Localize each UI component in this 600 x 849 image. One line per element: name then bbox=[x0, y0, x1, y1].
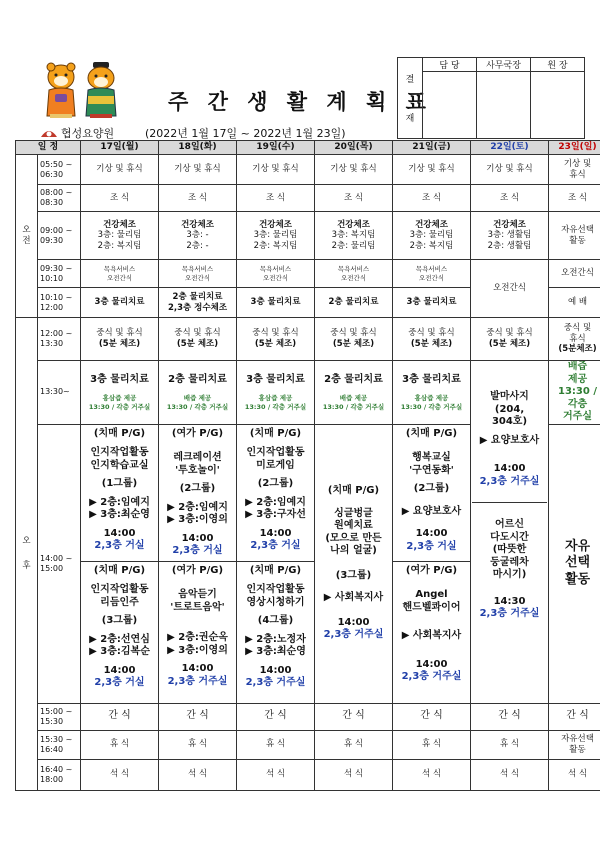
program-tue-1: (여가 P/G) 레크레이션 '투호놀이' (2그룹) ▶ 2층:임예지 ▶ 3층:이영의 14:00 2,3층 거실 bbox=[159, 425, 236, 562]
cell-rest: 휴 식 bbox=[237, 730, 315, 759]
cell-breakfast: 조 식 bbox=[549, 185, 600, 212]
cell-worship: 예 배 bbox=[549, 288, 600, 318]
cell-wake: 기상 및 휴식 bbox=[159, 155, 237, 185]
approval-sign-director[interactable] bbox=[477, 72, 531, 139]
cell-snack: 간 식 bbox=[237, 703, 315, 730]
page-title: 주 간 생 활 계 획 표 bbox=[168, 90, 432, 114]
cell-snack: 간 식 bbox=[159, 703, 237, 730]
cell-rest: 휴 식 bbox=[393, 730, 471, 759]
cell-wake: 기상 및 휴식 bbox=[471, 155, 549, 185]
cell-lunch: 중식 및 휴식 (5분 체조) bbox=[159, 318, 237, 361]
cell-bath: 목욕서비스 오전간식 bbox=[315, 260, 393, 288]
time-cell: 16:40 ~ 18:00 bbox=[38, 759, 81, 790]
cell-pm-physio: 3층 물리치료 홍삼즙 제공 13:30 / 각층 거주실 bbox=[237, 361, 315, 425]
program-fri-1: (치매 P/G) 행복교실 '구연동화' (2그룹) ▶ 요양보호사 14:00 2,3층 거실 bbox=[393, 425, 470, 562]
cell-breakfast: 조 식 bbox=[315, 185, 393, 212]
cell-breakfast: 조 식 bbox=[393, 185, 471, 212]
cell-steam-sun: 배즙 제공 13:30 / 각층 거주실 bbox=[549, 361, 600, 425]
time-cell: 14:00 ~ 15:00 bbox=[38, 424, 81, 703]
cell-lunch-sun: 중식 및 휴식 (5분체조) bbox=[549, 318, 600, 361]
header-day-wed: 19일(수) bbox=[237, 141, 315, 155]
cell-physio: 3층 물리치료 bbox=[237, 288, 315, 318]
time-cell: 15:00 ~ 15:30 bbox=[38, 703, 81, 730]
schedule-table bbox=[15, 140, 600, 791]
cell-bath: 목욕서비스 오전간식 bbox=[237, 260, 315, 288]
cell-dinner: 석 식 bbox=[159, 759, 237, 790]
cell-physio: 3층 물리치료 bbox=[81, 288, 159, 318]
organization-name: 협성요양원 bbox=[61, 127, 115, 140]
program-line: (따뜻한 bbox=[492, 544, 527, 555]
approval-sign-staff[interactable] bbox=[423, 72, 477, 139]
cell-exercise: 건강체조 3층: 물리팀 2층: 복지팀 bbox=[393, 212, 471, 260]
cell-bath: 목욕서비스 오전간식 bbox=[393, 260, 471, 288]
cell-lunch: 중식 및 휴식 (5분 체조) bbox=[81, 318, 159, 361]
organization bbox=[40, 125, 114, 141]
time-cell: 05:50 ~ 06:30 bbox=[38, 155, 81, 185]
cell-snack: 간 식 bbox=[81, 703, 159, 730]
cell-fri-program bbox=[393, 424, 471, 703]
program-line: 14:30 bbox=[493, 595, 526, 607]
cell-sun-program: 자유 선택 활동 bbox=[549, 424, 600, 703]
cell-dinner: 석 식 bbox=[471, 759, 549, 790]
cell-exercise: 건강체조 3층: 물리팀 2층: 복지팀 bbox=[237, 212, 315, 260]
cell-bath: 목욕서비스 오전간식 bbox=[81, 260, 159, 288]
cell-breakfast: 조 식 bbox=[471, 185, 549, 212]
time-cell: 13:30~ bbox=[38, 361, 81, 425]
cell-pm-physio: 3층 물리치료 홍삼즙 제공 13:30 / 각층 거주실 bbox=[393, 361, 471, 425]
cell-wake: 기상 및 휴식 bbox=[81, 155, 159, 185]
cell-pm-physio: 2층 물리치료 배즙 제공 13:30 / 각층 거주실 bbox=[159, 361, 237, 425]
cell-mon-program bbox=[81, 424, 159, 703]
cell-lunch: 중식 및 휴식 (5분 체조) bbox=[237, 318, 315, 361]
time-cell: 10:10 ~ 12:00 bbox=[38, 288, 81, 318]
approval-box bbox=[397, 57, 585, 139]
cell-lunch: 중식 및 휴식 (5분 체조) bbox=[471, 318, 549, 361]
time-cell: 08:00 ~ 08:30 bbox=[38, 185, 81, 212]
program-wed-1: (치매 P/G) 인지작업활동 미로게임 (2그룹) ▶ 2층:임예지 ▶ 3층:구자선 14:00 2,3층 거실 bbox=[237, 425, 314, 562]
cell-breakfast: 조 식 bbox=[237, 185, 315, 212]
program-line: 2,3층 거주실 bbox=[479, 608, 540, 619]
cell-sat-program-1: 발마사지 (204, 304호) ▶ 요양보호사 14:00 2,3층 거주실 어르신 다도시간 (따뜻한 둥굴레차 마시기) 14:30 2,3층 거주실 bbox=[471, 361, 549, 704]
cell-tue-program bbox=[159, 424, 237, 703]
cell-snack: 간 식 bbox=[315, 703, 393, 730]
cell-exercise: 건강체조 3층: 복지팀 2층: 물리팀 bbox=[315, 212, 393, 260]
cell-dinner: 석 식 bbox=[81, 759, 159, 790]
program-line: 어르신 bbox=[495, 519, 524, 530]
program-mon-2: (치매 P/G) 인지작업활동 리듬인주 (3그룹) ▶ 2층:선연심 ▶ 3층:김복순 14:00 2,3층 거실 bbox=[89, 564, 150, 688]
section-pm: 오 후 bbox=[16, 318, 38, 791]
schedule-period: (2022년 1월 17일 ~ 2022년 1월 23일) bbox=[145, 127, 346, 140]
cell-wake: 기상 및 휴식 bbox=[393, 155, 471, 185]
approval-col-director: 사무국장 bbox=[477, 58, 531, 72]
time-cell: 12:00 ~ 13:30 bbox=[38, 318, 81, 361]
time-cell: 09:00 ~ 09:30 bbox=[38, 212, 81, 260]
cell-snack: 간 식 bbox=[393, 703, 471, 730]
program-mon-1: (치매 P/G) 인지작업활동 인지학습교실 (1그룹) ▶ 2층:임예지 ▶ 3층:최순영 14:00 2,3층 거실 bbox=[81, 425, 158, 562]
program-fri-2: (여가 P/G) Angel 핸드벨콰이어 ▶ 사회복지사 14:00 2,3층 거주실 bbox=[401, 564, 462, 682]
header-day-tue: 18일(화) bbox=[159, 141, 237, 155]
cell-dinner: 석 식 bbox=[315, 759, 393, 790]
header-day-thu: 20일(목) bbox=[315, 141, 393, 155]
cell-exercise: 건강체조 3층: 생활팀 2층: 생활팀 bbox=[471, 212, 549, 260]
header-day-sun: 23일(일) bbox=[549, 141, 600, 155]
tiger-mascot-icon bbox=[44, 62, 78, 120]
cell-dinner: 석 식 bbox=[549, 759, 600, 790]
approval-label: 결 재 bbox=[398, 58, 423, 139]
section-am: 오 전 bbox=[16, 155, 38, 318]
cell-breakfast: 조 식 bbox=[81, 185, 159, 212]
cell-pm-physio: 3층 물리치료 홍삼즙 제공 13:30 / 각층 거주실 bbox=[81, 361, 159, 425]
cell-free-activity-pm: 자유선택 활동 bbox=[549, 730, 600, 759]
cell-lunch: 중식 및 휴식 (5분 체조) bbox=[393, 318, 471, 361]
time-cell: 09:30 ~ 10:10 bbox=[38, 260, 81, 288]
cell-exercise: 건강체조 3층: 물리팀 2층: 복지팀 bbox=[81, 212, 159, 260]
cell-wake-sun: 기상 및 휴식 bbox=[549, 155, 600, 185]
cell-wake: 기상 및 휴식 bbox=[315, 155, 393, 185]
header-schedule: 일 정 bbox=[16, 141, 81, 155]
cell-dinner: 석 식 bbox=[393, 759, 471, 790]
cell-rest: 휴 식 bbox=[159, 730, 237, 759]
cell-snack: 간 식 bbox=[471, 703, 549, 730]
cell-rest: 휴 식 bbox=[471, 730, 549, 759]
tiger-hanbok-mascot-icon bbox=[84, 62, 118, 120]
program-line: 다도시간 bbox=[490, 531, 529, 543]
cell-snack: 간 식 bbox=[549, 703, 600, 730]
cell-bath: 목욕서비스 오전간식 bbox=[159, 260, 237, 288]
cell-thu-program: (치매 P/G) 싱글벙글 원예치료 (모으로 만든 나의 얼굴) (3그룹) ▶ 사회복지사 14:00 2,3층 거주실 bbox=[315, 424, 393, 703]
program-wed-2: (치매 P/G) 인지작업활동 영상시청하기 (4그룹) ▶ 2층:노정자 ▶ 3층:최순영 14:00 2,3층 거주실 bbox=[245, 564, 306, 688]
approval-sign-head[interactable] bbox=[531, 72, 585, 139]
cell-dinner: 석 식 bbox=[237, 759, 315, 790]
cell-rest: 휴 식 bbox=[315, 730, 393, 759]
cell-sun-snack: 오전간식 bbox=[549, 260, 600, 288]
program-sat-2 bbox=[472, 502, 547, 621]
program-line: 마시기) bbox=[492, 569, 527, 580]
cell-physio: 2층 물리치료 2,3층 정수체조 bbox=[159, 288, 237, 318]
cell-lunch: 중식 및 휴식 (5분 체조) bbox=[315, 318, 393, 361]
header-day-sat: 22일(토) bbox=[471, 141, 549, 155]
cell-wed-program bbox=[237, 424, 315, 703]
program-line: 둥굴레차 bbox=[490, 556, 529, 568]
cell-breakfast: 조 식 bbox=[159, 185, 237, 212]
header-day-mon: 17일(월) bbox=[81, 141, 159, 155]
cell-physio: 3층 물리치료 bbox=[393, 288, 471, 318]
cell-rest: 휴 식 bbox=[81, 730, 159, 759]
cell-sat-snack: 오전간식 bbox=[471, 260, 549, 318]
cell-physio: 2층 물리치료 bbox=[315, 288, 393, 318]
cell-exercise: 건강체조 3층: - 2층: - bbox=[159, 212, 237, 260]
time-cell: 15:30 ~ 16:40 bbox=[38, 730, 81, 759]
cell-wake: 기상 및 휴식 bbox=[237, 155, 315, 185]
organization-logo-icon bbox=[40, 127, 58, 139]
program-tue-2: (여가 P/G) 음악듣기 '트로트음악' ▶ 2층:권순옥 ▶ 3층:이영의 14:00 2,3층 거주실 bbox=[167, 564, 228, 687]
header-day-fri: 21일(금) bbox=[393, 141, 471, 155]
approval-col-head: 원 장 bbox=[531, 58, 585, 72]
cell-pm-physio: 2층 물리치료 배즙 제공 13:30 / 각층 거주실 bbox=[315, 361, 393, 425]
cell-free-activity: 자유선택 활동 bbox=[549, 212, 600, 260]
approval-col-staff: 담 당 bbox=[423, 58, 477, 72]
